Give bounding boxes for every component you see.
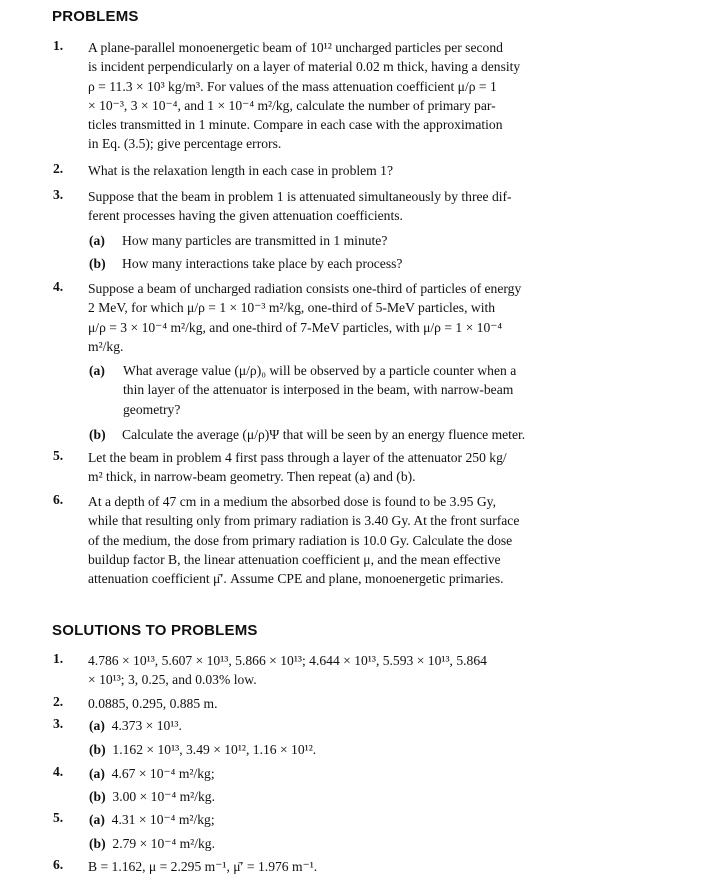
solution-3-number: 3. (53, 716, 64, 731)
problem-3a (89, 231, 649, 250)
problem-4-line: μ/ρ = 3 × 10⁻⁴ m²/kg, and one-third of 7-MeV particles, with μ/ρ = 1 × 10⁻⁴ (88, 319, 503, 335)
problem-4-number: 4. (53, 279, 64, 294)
problem-4-line: Suppose a beam of uncharged radiation consists one-third of particles of energy (88, 281, 522, 296)
solution-2-text: 0.0885, 0.295, 0.885 m. (88, 696, 218, 711)
solution-4a (89, 764, 215, 783)
problem-6-text (88, 492, 653, 588)
problem-6-number: 6. (53, 492, 64, 507)
part-text: Calculate the average (μ/ρ)Ψ that will be seen by an energy fluence meter. (122, 427, 526, 442)
part-line: thin layer of the attenuator is interposed in the beam, with narrow-beam (123, 382, 514, 398)
part-text: How many interactions take place by each process? (122, 256, 403, 271)
part-text: 3.00 × 10⁻⁴ m²/kg. (112, 789, 215, 804)
problem-4a-text (123, 361, 650, 419)
part-label: (b) (89, 789, 106, 804)
problem-1-line: × 10⁻³, 3 × 10⁻⁴, and 1 × 10⁻⁴ m²/kg, calculate the number of primary par- (88, 97, 496, 113)
problem-2-line: What is the relaxation length in each case in problem 1? (88, 163, 393, 178)
problem-6-line: attenuation coefficient μ̄′. Assume CPE and plane, monoenergetic primaries. (88, 571, 504, 587)
part-text: 1.162 × 10¹³, 3.49 × 10¹², 1.16 × 10¹². (112, 742, 317, 757)
part-text: 4.31 × 10⁻⁴ m²/kg; (111, 812, 215, 827)
problem-3-text (88, 187, 653, 226)
solution-5b (89, 834, 215, 853)
part-text: 4.67 × 10⁻⁴ m²/kg; (111, 766, 215, 781)
part-text: 4.373 × 10¹³. (111, 718, 182, 733)
solution-6-text: B = 1.162, μ = 2.295 m⁻¹, μ̄′ = 1.976 m⁻¹. (88, 859, 318, 874)
problem-2-number: 2. (53, 161, 64, 176)
part-label: (a) (89, 363, 105, 378)
problem-4-text (88, 279, 653, 356)
problem-5-line: Let the beam in problem 4 first pass through a layer of the attenuator 250 kg/ (88, 450, 507, 465)
part-label: (b) (89, 427, 106, 442)
part-label: (a) (89, 233, 105, 248)
problem-5-line: m² thick, in narrow-beam geometry. Then repeat (a) and (b). (88, 469, 416, 485)
solution-5a (89, 810, 215, 829)
problem-1-text (88, 38, 653, 154)
problem-6-line: while that resulting only from primary radiation is 3.40 Gy. At the front surface (88, 513, 520, 529)
problem-4b (89, 425, 649, 444)
part-line: geometry? (123, 401, 181, 417)
part-text: How many particles are transmitted in 1 minute? (122, 233, 388, 248)
solutions-heading: SOLUTIONS TO PROBLEMS (52, 622, 258, 639)
part-label: (a) (89, 812, 105, 827)
problem-5-number: 5. (53, 448, 64, 463)
part-label: (b) (89, 256, 106, 271)
problem-1-number: 1. (53, 38, 64, 53)
problem-1-line: ρ = 11.3 × 10³ kg/m³. For values of the mass attenuation coefficient μ/ρ = 1 (88, 78, 497, 94)
solution-3a (89, 716, 182, 735)
solution-line: × 10¹³; 3, 0.25, and 0.03% low. (88, 672, 257, 688)
part-label: (b) (89, 836, 106, 851)
problem-1-line: ticles transmitted in 1 minute. Compare in each case with the approximation (88, 117, 503, 133)
problem-4-line: m²/kg. (88, 338, 124, 354)
part-line: What average value (μ/ρ)₀ will be observed by a particle counter when a (123, 363, 517, 378)
problem-2-text (88, 161, 653, 180)
problem-3-number: 3. (53, 187, 64, 202)
part-label: (b) (89, 742, 106, 757)
problem-1-line: is incident perpendicularly on a layer of material 0.02 m thick, having a density (88, 59, 521, 75)
solution-1-number: 1. (53, 651, 64, 666)
problem-3-line: ferent processes having the given attenuation coefficients. (88, 208, 403, 224)
part-label: (a) (89, 718, 105, 733)
solution-2-number: 2. (53, 694, 64, 709)
part-label: (a) (89, 766, 105, 781)
problem-6-line: buildup factor B, the linear attenuation coefficient μ, and the mean effective (88, 551, 501, 567)
solution-5-number: 5. (53, 810, 64, 825)
solution-4b (89, 787, 215, 806)
problem-6-line: At a depth of 47 cm in a medium the absorbed dose is found to be 3.95 Gy, (88, 494, 496, 509)
problem-3b (89, 254, 649, 273)
problem-1-line: in Eq. (3.5); give percentage errors. (88, 136, 282, 152)
problem-3-line: Suppose that the beam in problem 1 is attenuated simultaneously by three dif- (88, 189, 512, 204)
problem-4-line: 2 MeV, for which μ/ρ = 1 × 10⁻³ m²/kg, one-third of 5-MeV particles, with (88, 300, 496, 316)
part-text: 2.79 × 10⁻⁴ m²/kg. (112, 836, 215, 851)
solution-6-number: 6. (53, 857, 64, 872)
solution-3b (89, 740, 316, 759)
problems-heading: PROBLEMS (52, 8, 139, 25)
problem-6-line: of the medium, the dose from primary radiation is 10.0 Gy. Calculate the dose (88, 532, 513, 548)
solution-4-number: 4. (53, 764, 64, 779)
solution-line: 4.786 × 10¹³, 5.607 × 10¹³, 5.866 × 10¹³; 4.644 × 10¹³, 5.593 × 10¹³, 5.864 (88, 653, 487, 668)
problem-5-text (88, 448, 653, 487)
problem-1-line: A plane-parallel monoenergetic beam of 10¹² uncharged particles per second (88, 40, 503, 55)
solution-1-text (88, 651, 658, 690)
